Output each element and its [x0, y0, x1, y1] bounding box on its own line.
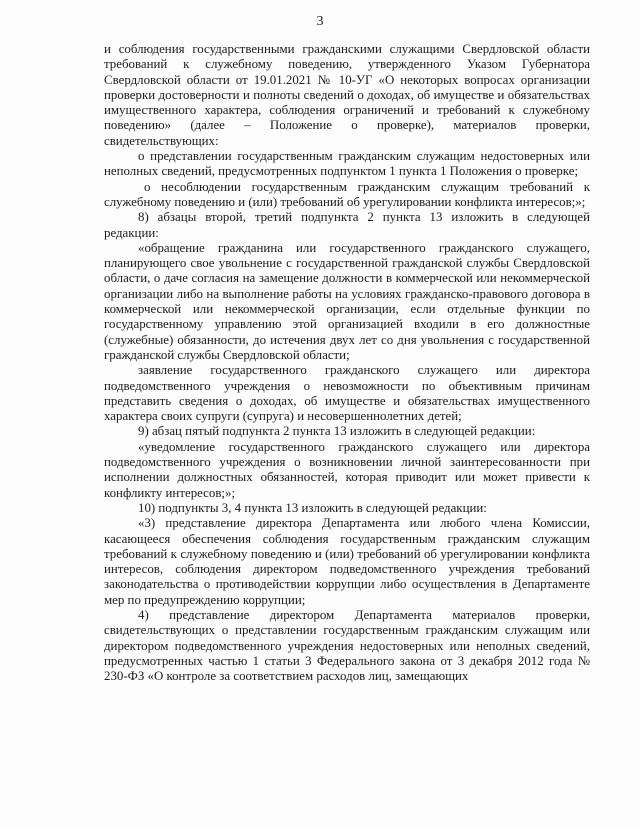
paragraph-8: «уведомление государственного гражданского служащего или директора подведомственного учреждения о возникновении личной заинтересованности при исполнении должностных обязанностей, которая приводит или может привести к конфликту интересов;»;	[104, 439, 590, 500]
paragraph-5: «обращение гражданина или государственного гражданского служащего, планирующего свое увольнение с государственной гражданской службы Свердловской области, о даче согласия на замещение должности в коммерческой или некоммерческой организации либо на выполнение работы на условиях гражданско-правового договора в коммерческой или некоммерческой организации, если отдельные функции по государственному управлению этой организацией входили в его должностные (служебные) обязанности, до истечения двух лет со дня увольнения с государственной гражданской службы Свердловской области;	[104, 240, 590, 362]
paragraph-7: 9) абзац пятый подпункта 2 пункта 13 изложить в следующей редакции:	[138, 424, 536, 439]
paragraph-3: о несоблюдении государственным гражданским служащим требований к служебному поведению и (или) требований об урегулировании конфликта интересов;»;	[104, 179, 590, 209]
document-body	[104, 42, 590, 684]
paragraph-6: заявление государственного гражданского служащего или директора подведомственного учреждения о невозможности по объективным причинам представить сведения о доходах, об имуществе и обязательствах имущественного характера своих супруги (супруга) и несовершеннолетних детей;	[104, 363, 590, 424]
paragraph-10: «3) представление директора Департамента или любого члена Комиссии, касающееся обеспечения соблюдения государственным гражданским служащим требований к служебному поведению и (или) требований об урегулировании конфликта интересов, соблюдения директором подведомственного учреждения требований законодательства о противодействии коррупции либо осуществления в Департаменте мер по предупреждению коррупции;	[104, 516, 590, 607]
paragraph-1: и соблюдения государственными гражданскими служащими Свердловской области требований к служебному поведению, утвержденного Указом Губернатора Свердловской области от 19.01.2021 № 10-УГ «О некоторых вопросах организации проверки достоверности и полноты сведений о доходах, об имуществе и обязательствах имущественного характера, соблюдения ограничений и требований к служебному поведению» (далее – Положение о проверке), материалов проверки, свидетельствующих:	[104, 42, 590, 148]
paragraph-4: 8) абзацы второй, третий подпункта 2 пункта 13 изложить в следующей редакции:	[104, 210, 590, 240]
page-number: 3	[316, 14, 324, 29]
paragraph-9: 10) подпункты 3, 4 пункта 13 изложить в следующей редакции:	[138, 500, 487, 515]
paragraph-2: о представлении государственным гражданским служащим недостоверных или неполных сведений, предусмотренных подпунктом 1 пункта 1 Положения о проверке;	[104, 149, 590, 179]
paragraph-11: 4) представление директором Департамента материалов проверки, свидетельствующих о представлении государственным гражданским служащим или директором подведомственного учреждения недостоверных или неполных сведений, предусмотренных частью 1 статьи 3 Федерального закона от 3 декабря 2012 года № 230-ФЗ «О контроле за соответствием расходов лиц, замещающих	[104, 607, 590, 684]
